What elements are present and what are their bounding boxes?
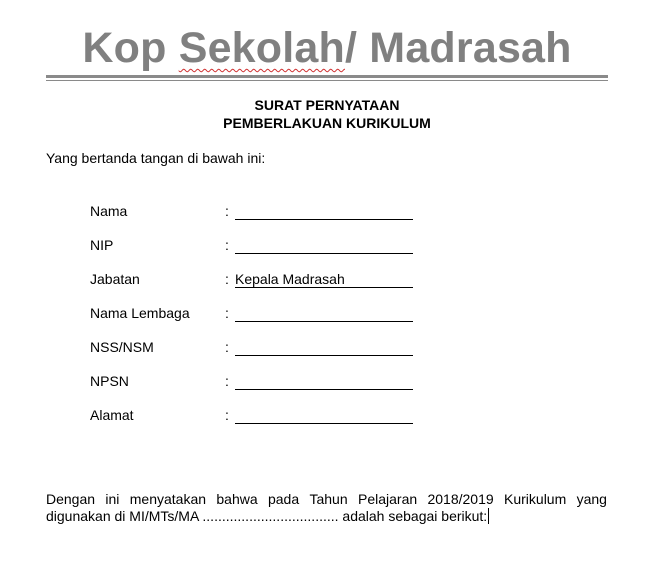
- field-colon: :: [225, 339, 229, 355]
- closing-word: yang: [576, 491, 607, 507]
- closing-word: menyatakan: [129, 491, 207, 507]
- field-blank-nama-lembaga[interactable]: [235, 303, 413, 322]
- closing-word: Kurikulum: [504, 491, 567, 507]
- field-blank-alamat[interactable]: [235, 405, 413, 424]
- field-label: NSS/NSM: [90, 339, 154, 355]
- closing-word: 2018/2019: [427, 491, 494, 507]
- document-title: SURAT PERNYATAAN: [254, 97, 400, 113]
- closing-word: Pelajaran: [357, 491, 418, 507]
- field-blank-jabatan[interactable]: [235, 269, 413, 288]
- letterhead-part-kop: Kop: [82, 24, 179, 72]
- field-blank-nama[interactable]: [235, 201, 413, 220]
- letterhead-rule-thin: [46, 80, 608, 81]
- field-label: Alamat: [90, 407, 134, 423]
- field-colon: :: [225, 373, 229, 389]
- field-blank-nss-nsm[interactable]: [235, 337, 413, 356]
- letterhead-part-sekolah: Sekolah: [178, 24, 345, 72]
- letterhead-title: [46, 22, 608, 74]
- text-cursor: [488, 508, 489, 524]
- closing-line-2: [46, 508, 607, 525]
- field-value: Kepala Madrasah: [235, 271, 345, 287]
- intro-text: Yang bertanda tangan di bawah ini:: [46, 150, 266, 166]
- closing-line-2-text: digunakan di MI/MTs/MA ................................... adalah sebagai berikut:: [46, 508, 488, 524]
- document-subtitle: PEMBERLAKUAN KURIKULUM: [223, 115, 431, 131]
- field-colon: :: [225, 407, 229, 423]
- field-label: NIP: [90, 237, 114, 253]
- closing-word: bahwa: [216, 491, 258, 507]
- field-colon: :: [225, 203, 229, 219]
- field-blank-npsn[interactable]: [235, 371, 413, 390]
- closing-word: pada: [267, 491, 300, 507]
- field-colon: :: [225, 237, 229, 253]
- field-label: NPSN: [90, 373, 129, 389]
- field-label: Jabatan: [90, 271, 140, 287]
- letterhead-part-madrasah: / Madrasah: [345, 24, 572, 72]
- closing-paragraph[interactable]: [46, 491, 607, 525]
- closing-line-1: [46, 491, 607, 508]
- closing-word: ini: [105, 491, 120, 507]
- closing-word: Tahun: [309, 491, 348, 507]
- field-colon: :: [225, 271, 229, 287]
- field-colon: :: [225, 305, 229, 321]
- letterhead-rule-thick: [46, 75, 608, 78]
- field-label: Nama: [90, 203, 128, 219]
- field-blank-nip[interactable]: [235, 235, 413, 254]
- closing-word: Dengan: [46, 491, 96, 507]
- field-label: Nama Lembaga: [90, 305, 190, 321]
